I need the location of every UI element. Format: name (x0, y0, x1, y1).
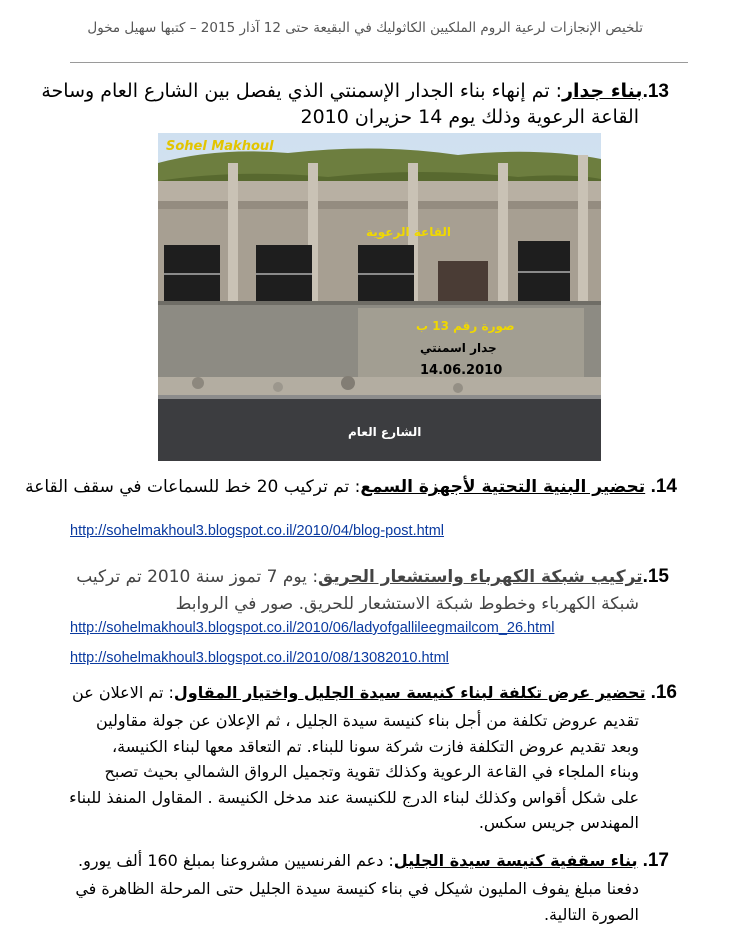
item-heading: تحضير عرض تكلفة لبناء كنيسة سيدة الجليل واختيار المقاول (173, 683, 646, 702)
item-text: : تم الاعلان عن (72, 683, 174, 702)
item-17-body: دفعنا مبلغ يفوف المليون شيكل في بناء كنيسة سيدة الجليل حتى المرحلة الظاهرة في الصورة التالية. (75, 879, 639, 924)
item-15-line2: شبكة الكهرباء وخطوط شبكة الاستشعار للحريق. صور في الروابط (175, 594, 639, 614)
item-text: : يوم 7 تموز سنة 2010 تم تركيب (76, 567, 319, 587)
item-text: : تم تركيب 20 خط للسماعات في سقف القاعة (25, 477, 361, 497)
item-number: 13. (642, 81, 669, 102)
item-13-line2: القاعة الرعوية وذلك يوم 14 حزيران 2010 (300, 106, 639, 128)
item-17 (69, 850, 669, 872)
item-13 (41, 80, 669, 103)
item-heading: بناء سقفية كنيسة سيدة الجليل (393, 851, 638, 870)
label-photo-number: صورة رقم 13 ب (416, 319, 515, 333)
link-blog-post[interactable]: http://sohelmakhoul3.blogspot.co.il/2010/04/blog-post.html (70, 523, 445, 539)
item-number: 16. (650, 682, 677, 703)
item-14 (25, 476, 677, 498)
item-number: 17. (642, 850, 669, 871)
photo-watermark: Sohel Makhoul (166, 139, 274, 154)
item-text: : دعم الفرنسيين مشروعنا بمبلغ 160 ألف يورو. (78, 851, 394, 870)
item-heading: تركيب شبكة الكهرباء واستشعار الحريق (318, 567, 643, 587)
item-text: : تم إنهاء بناء الجدار الإسمنتي الذي يفصل بين الشارع العام وساحة (41, 80, 563, 102)
link-13082010[interactable]: http://sohelmakhoul3.blogspot.co.il/2010/08/13082010.html (70, 650, 449, 666)
page-header: تلخيص الإنجازات لرعية الروم الملكيين الكاثوليك في البقيعة حتى 12 آذار 2015 – كتبها سهيل مخول (87, 20, 643, 36)
header-rule (70, 62, 688, 63)
item-15 (69, 566, 669, 588)
label-date: 14.06.2010 (420, 363, 503, 378)
building-photo (158, 133, 601, 461)
label-street: الشارع العام (348, 425, 422, 439)
label-wall: جدار اسمنتي (420, 341, 497, 355)
label-hall: القاعة الرعوية (366, 225, 452, 239)
item-16-body: تقديم عروض تكلفة من أجل بناء كنيسة سيدة الجليل ، ثم الإعلان عن جولة مقاولين وبعد تقديم عروض التكلفة فازت شركة سونا للبناء. تم التعاقد معها لبناء الكنيسة، وبناء الملجاء في القاعة الرعوية وكذلك تقوية وتجميل الرواق الشمالي بحيث تصبح على شكل أقواس وكذلك لبناء الدرج للكنيسة عند مدخل الكنيسة . المقاول المنفذ للبناء المهندس جريس سكس. (69, 711, 639, 832)
item-number: 15. (642, 566, 669, 587)
link-lady-of-galilee[interactable]: http://sohelmakhoul3.blogspot.co.il/2010/06/ladyofgallileegmailcom_26.html (70, 620, 555, 636)
item-heading: بناء جدار (562, 80, 643, 102)
item-number: 14. (650, 476, 677, 497)
item-heading: تحضير البنية التحتية لأجهزة السمع (360, 477, 646, 497)
item-16 (57, 682, 677, 704)
